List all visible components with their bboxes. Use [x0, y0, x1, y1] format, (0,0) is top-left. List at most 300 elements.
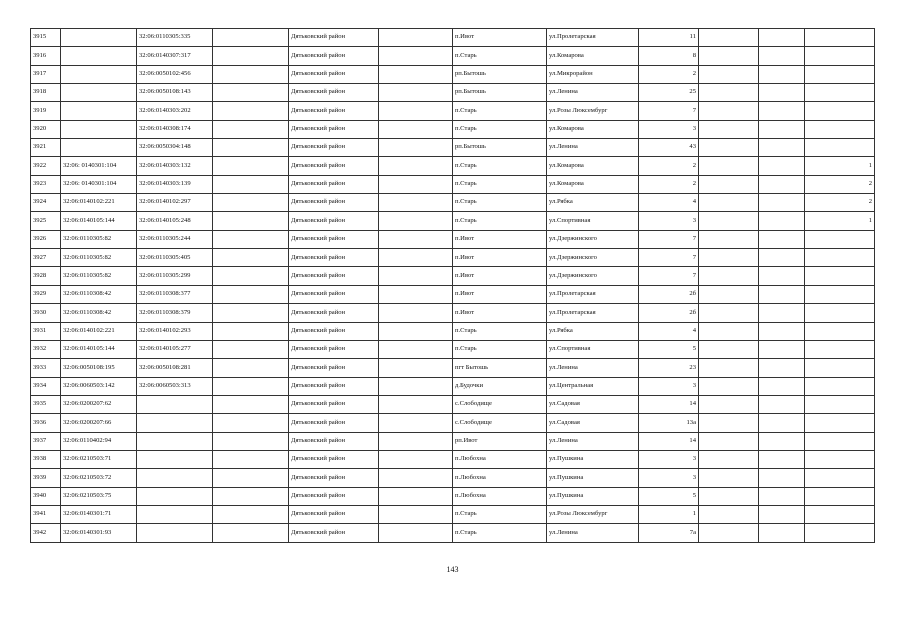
extra-cell	[699, 230, 759, 248]
extra-cell	[699, 267, 759, 285]
empty-cell	[379, 212, 453, 230]
table-row	[31, 505, 875, 523]
house-number-cell: 14	[639, 395, 699, 413]
house-number-cell: 1	[639, 505, 699, 523]
extra-number-cell	[213, 102, 289, 120]
extra-cell	[699, 395, 759, 413]
row-number-cell: 3925	[31, 212, 61, 230]
row-number-cell: 3918	[31, 84, 61, 102]
empty-cell	[379, 450, 453, 468]
house-number-cell: 7	[639, 249, 699, 267]
apartment-number-cell	[805, 524, 875, 542]
district-cell: Дятьковский район	[289, 359, 379, 377]
street-cell: ул.Рябка	[547, 322, 639, 340]
extra-number-cell	[213, 84, 289, 102]
settlement-cell: п.Старь	[453, 212, 547, 230]
cadastral-number-cell: 32:06:0050102:456	[137, 65, 213, 83]
extra-number-cell	[213, 249, 289, 267]
row-number-cell: 3928	[31, 267, 61, 285]
cadastral-number-cell	[137, 395, 213, 413]
extra-cell	[699, 450, 759, 468]
street-cell: ул.Пролетарская	[547, 285, 639, 303]
street-cell: ул.Пролетарская	[547, 304, 639, 322]
house-number-cell: 13а	[639, 414, 699, 432]
apartment-number-cell	[805, 450, 875, 468]
apartment-number-cell	[805, 340, 875, 358]
house-number-cell: 2б	[639, 285, 699, 303]
settlement-cell: п.Ивот	[453, 230, 547, 248]
table-row	[31, 487, 875, 505]
row-number-cell: 3940	[31, 487, 61, 505]
house-number-cell: 25	[639, 84, 699, 102]
extra-cell	[699, 157, 759, 175]
cadastral-number-cell	[137, 505, 213, 523]
extra-cell	[759, 29, 805, 47]
row-number-cell: 3916	[31, 47, 61, 65]
extra-number-cell	[213, 359, 289, 377]
extra-cell	[759, 157, 805, 175]
settlement-cell: п.Ивот	[453, 267, 547, 285]
apartment-number-cell	[805, 469, 875, 487]
cadastral-number-cell: 32:06:0050108:281	[137, 359, 213, 377]
table-row	[31, 175, 875, 193]
table-row	[31, 414, 875, 432]
apartment-number-cell	[805, 120, 875, 138]
street-cell: ул.Садовая	[547, 395, 639, 413]
cadastral-number-cell: 32:06:0140102:293	[137, 322, 213, 340]
row-number-cell: 3922	[31, 157, 61, 175]
settlement-cell: рп.Бытошь	[453, 84, 547, 102]
old-cadastral-number-cell: 32:06:0200207:66	[61, 414, 137, 432]
house-number-cell: 43	[639, 139, 699, 157]
table-row	[31, 340, 875, 358]
old-cadastral-number-cell: 32:06:0110305:82	[61, 249, 137, 267]
settlement-cell: п.Старь	[453, 505, 547, 523]
extra-cell	[759, 505, 805, 523]
old-cadastral-number-cell	[61, 120, 137, 138]
empty-cell	[379, 377, 453, 395]
cadastral-number-cell: 32:06:0110305:335	[137, 29, 213, 47]
house-number-cell: 8	[639, 47, 699, 65]
cadastral-number-cell: 32:06:0110308:377	[137, 285, 213, 303]
row-number-cell: 3930	[31, 304, 61, 322]
extra-number-cell	[213, 340, 289, 358]
street-cell: ул.Пушкина	[547, 450, 639, 468]
row-number-cell: 3919	[31, 102, 61, 120]
empty-cell	[379, 120, 453, 138]
extra-cell	[699, 432, 759, 450]
extra-number-cell	[213, 505, 289, 523]
old-cadastral-number-cell: 32:06:0110402:94	[61, 432, 137, 450]
cadastral-number-cell: 32:06:0140303:139	[137, 175, 213, 193]
row-number-cell: 3921	[31, 139, 61, 157]
empty-cell	[379, 84, 453, 102]
row-number-cell: 3929	[31, 285, 61, 303]
old-cadastral-number-cell: 32:06:0140102:221	[61, 194, 137, 212]
old-cadastral-number-cell: 32:06:0140105:144	[61, 340, 137, 358]
house-number-cell: 23	[639, 359, 699, 377]
extra-cell	[759, 65, 805, 83]
apartment-number-cell	[805, 322, 875, 340]
apartment-number-cell	[805, 377, 875, 395]
extra-cell	[699, 469, 759, 487]
old-cadastral-number-cell: 32:06:0210503:71	[61, 450, 137, 468]
extra-cell	[699, 304, 759, 322]
table-row	[31, 285, 875, 303]
cadastral-number-cell: 32:06:0110308:379	[137, 304, 213, 322]
row-number-cell: 3933	[31, 359, 61, 377]
settlement-cell: д.Будочки	[453, 377, 547, 395]
table-row	[31, 65, 875, 83]
district-cell: Дятьковский район	[289, 157, 379, 175]
old-cadastral-number-cell: 32:06:0110305:82	[61, 267, 137, 285]
extra-cell	[759, 340, 805, 358]
extra-cell	[699, 505, 759, 523]
house-number-cell: 7	[639, 230, 699, 248]
apartment-number-cell	[805, 432, 875, 450]
district-cell: Дятьковский район	[289, 395, 379, 413]
settlement-cell: п.Старь	[453, 120, 547, 138]
old-cadastral-number-cell: 32:06:0110305:82	[61, 230, 137, 248]
empty-cell	[379, 194, 453, 212]
empty-cell	[379, 175, 453, 193]
table-row	[31, 322, 875, 340]
district-cell: Дятьковский район	[289, 139, 379, 157]
house-number-cell: 7	[639, 102, 699, 120]
extra-cell	[759, 395, 805, 413]
settlement-cell: п.Ивот	[453, 249, 547, 267]
table-row	[31, 84, 875, 102]
table-row	[31, 359, 875, 377]
extra-number-cell	[213, 194, 289, 212]
district-cell: Дятьковский район	[289, 102, 379, 120]
district-cell: Дятьковский район	[289, 65, 379, 83]
house-number-cell: 3	[639, 120, 699, 138]
house-number-cell: 14	[639, 432, 699, 450]
table-row	[31, 432, 875, 450]
district-cell: Дятьковский район	[289, 212, 379, 230]
extra-cell	[759, 304, 805, 322]
extra-cell	[699, 212, 759, 230]
old-cadastral-number-cell	[61, 47, 137, 65]
street-cell: ул.Комарова	[547, 120, 639, 138]
extra-cell	[699, 414, 759, 432]
old-cadastral-number-cell: 32:06:0140105:144	[61, 212, 137, 230]
empty-cell	[379, 524, 453, 542]
extra-number-cell	[213, 395, 289, 413]
apartment-number-cell	[805, 285, 875, 303]
table-row	[31, 469, 875, 487]
district-cell: Дятьковский район	[289, 175, 379, 193]
house-number-cell: 3	[639, 450, 699, 468]
old-cadastral-number-cell	[61, 139, 137, 157]
house-number-cell: 7а	[639, 524, 699, 542]
old-cadastral-number-cell	[61, 84, 137, 102]
extra-number-cell	[213, 157, 289, 175]
district-cell: Дятьковский район	[289, 340, 379, 358]
district-cell: Дятьковский район	[289, 524, 379, 542]
district-cell: Дятьковский район	[289, 29, 379, 47]
page-number: 143	[446, 565, 459, 574]
old-cadastral-number-cell: 32:06: 0140301:104	[61, 175, 137, 193]
old-cadastral-number-cell: 32:06:0060503:142	[61, 377, 137, 395]
settlement-cell: п.Старь	[453, 322, 547, 340]
extra-cell	[759, 175, 805, 193]
extra-number-cell	[213, 175, 289, 193]
row-number-cell: 3917	[31, 65, 61, 83]
table-row	[31, 377, 875, 395]
row-number-cell: 3927	[31, 249, 61, 267]
cadastral-number-cell: 32:06:0110305:299	[137, 267, 213, 285]
old-cadastral-number-cell: 32:06:0200207:62	[61, 395, 137, 413]
extra-number-cell	[213, 230, 289, 248]
old-cadastral-number-cell: 32:06:0140301:71	[61, 505, 137, 523]
extra-number-cell	[213, 377, 289, 395]
extra-number-cell	[213, 267, 289, 285]
register-table	[30, 28, 875, 543]
apartment-number-cell	[805, 230, 875, 248]
cadastral-number-cell	[137, 524, 213, 542]
row-number-cell: 3942	[31, 524, 61, 542]
settlement-cell: п.Любохна	[453, 487, 547, 505]
extra-cell	[699, 65, 759, 83]
extra-cell	[699, 359, 759, 377]
extra-cell	[759, 84, 805, 102]
street-cell: ул.Ленина	[547, 432, 639, 450]
table-row	[31, 524, 875, 542]
street-cell: ул.Комарова	[547, 175, 639, 193]
extra-number-cell	[213, 65, 289, 83]
district-cell: Дятьковский район	[289, 487, 379, 505]
cadastral-number-cell: 32:06:0140303:202	[137, 102, 213, 120]
settlement-cell: с.Слободище	[453, 395, 547, 413]
extra-cell	[759, 249, 805, 267]
cadastral-number-cell: 32:06:0110305:244	[137, 230, 213, 248]
extra-cell	[759, 194, 805, 212]
extra-cell	[699, 322, 759, 340]
table-row	[31, 267, 875, 285]
extra-number-cell	[213, 414, 289, 432]
table-row	[31, 450, 875, 468]
table-row	[31, 29, 875, 47]
extra-number-cell	[213, 139, 289, 157]
cadastral-number-cell: 32:06:0050304:148	[137, 139, 213, 157]
extra-cell	[699, 377, 759, 395]
house-number-cell: 4	[639, 322, 699, 340]
street-cell: ул.Ленина	[547, 359, 639, 377]
old-cadastral-number-cell	[61, 102, 137, 120]
settlement-cell: п.Ивот	[453, 29, 547, 47]
extra-cell	[699, 194, 759, 212]
settlement-cell: рп.Бытошь	[453, 65, 547, 83]
table-row	[31, 120, 875, 138]
street-cell: ул.Розы Люксембург	[547, 102, 639, 120]
empty-cell	[379, 285, 453, 303]
district-cell: Дятьковский район	[289, 194, 379, 212]
old-cadastral-number-cell	[61, 29, 137, 47]
settlement-cell: п.Любохна	[453, 469, 547, 487]
settlement-cell: п.Ивот	[453, 285, 547, 303]
apartment-number-cell: 2	[805, 175, 875, 193]
street-cell: ул.Микрорайон	[547, 65, 639, 83]
settlement-cell: рп.Ивот	[453, 432, 547, 450]
row-number-cell: 3932	[31, 340, 61, 358]
extra-cell	[759, 285, 805, 303]
cadastral-number-cell: 32:06:0140308:174	[137, 120, 213, 138]
street-cell: ул.Пушкина	[547, 469, 639, 487]
house-number-cell: 2	[639, 65, 699, 83]
old-cadastral-number-cell: 32:06:0110308:42	[61, 285, 137, 303]
district-cell: Дятьковский район	[289, 285, 379, 303]
house-number-cell: 11	[639, 29, 699, 47]
extra-cell	[699, 340, 759, 358]
apartment-number-cell	[805, 414, 875, 432]
extra-cell	[699, 487, 759, 505]
apartment-number-cell	[805, 249, 875, 267]
table-row	[31, 47, 875, 65]
extra-cell	[759, 432, 805, 450]
row-number-cell: 3931	[31, 322, 61, 340]
apartment-number-cell	[805, 505, 875, 523]
street-cell: ул.Пушкина	[547, 487, 639, 505]
extra-number-cell	[213, 524, 289, 542]
house-number-cell: 5	[639, 340, 699, 358]
extra-number-cell	[213, 469, 289, 487]
extra-number-cell	[213, 304, 289, 322]
extra-number-cell	[213, 322, 289, 340]
empty-cell	[379, 487, 453, 505]
street-cell: ул.Ленина	[547, 84, 639, 102]
table-body	[31, 29, 875, 543]
house-number-cell: 2б	[639, 304, 699, 322]
row-number-cell: 3923	[31, 175, 61, 193]
extra-number-cell	[213, 29, 289, 47]
row-number-cell: 3939	[31, 469, 61, 487]
extra-cell	[759, 47, 805, 65]
settlement-cell: п.Старь	[453, 47, 547, 65]
empty-cell	[379, 102, 453, 120]
settlement-cell: п.Старь	[453, 175, 547, 193]
apartment-number-cell	[805, 29, 875, 47]
old-cadastral-number-cell: 32:06:0140102:221	[61, 322, 137, 340]
district-cell: Дятьковский район	[289, 249, 379, 267]
extra-cell	[699, 84, 759, 102]
district-cell: Дятьковский район	[289, 505, 379, 523]
extra-cell	[759, 230, 805, 248]
extra-cell	[699, 139, 759, 157]
extra-cell	[699, 102, 759, 120]
table-row	[31, 139, 875, 157]
empty-cell	[379, 65, 453, 83]
house-number-cell: 2	[639, 157, 699, 175]
cadastral-number-cell	[137, 450, 213, 468]
empty-cell	[379, 414, 453, 432]
extra-cell	[759, 487, 805, 505]
extra-cell	[759, 469, 805, 487]
cadastral-number-cell	[137, 487, 213, 505]
empty-cell	[379, 267, 453, 285]
old-cadastral-number-cell	[61, 65, 137, 83]
street-cell: ул.Дзержинского	[547, 230, 639, 248]
settlement-cell: рп.Бытошь	[453, 139, 547, 157]
district-cell: Дятьковский район	[289, 84, 379, 102]
apartment-number-cell	[805, 487, 875, 505]
district-cell: Дятьковский район	[289, 414, 379, 432]
extra-cell	[759, 212, 805, 230]
street-cell: ул.Комарова	[547, 47, 639, 65]
street-cell: ул.Пролетарская	[547, 29, 639, 47]
extra-cell	[699, 285, 759, 303]
extra-cell	[759, 414, 805, 432]
empty-cell	[379, 139, 453, 157]
district-cell: Дятьковский район	[289, 304, 379, 322]
apartment-number-cell: 2	[805, 194, 875, 212]
street-cell: ул.Ленина	[547, 139, 639, 157]
cadastral-number-cell: 32:06:0060503:313	[137, 377, 213, 395]
empty-cell	[379, 469, 453, 487]
extra-cell	[759, 359, 805, 377]
empty-cell	[379, 432, 453, 450]
empty-cell	[379, 47, 453, 65]
table-row	[31, 194, 875, 212]
extra-cell	[759, 450, 805, 468]
extra-number-cell	[213, 212, 289, 230]
apartment-number-cell	[805, 47, 875, 65]
extra-number-cell	[213, 285, 289, 303]
cadastral-number-cell	[137, 432, 213, 450]
cadastral-number-cell	[137, 414, 213, 432]
house-number-cell: 3	[639, 212, 699, 230]
extra-number-cell	[213, 432, 289, 450]
empty-cell	[379, 359, 453, 377]
table-row	[31, 304, 875, 322]
settlement-cell: п.Старь	[453, 194, 547, 212]
house-number-cell: 2	[639, 175, 699, 193]
settlement-cell: пгт Бытошь	[453, 359, 547, 377]
extra-cell	[759, 120, 805, 138]
settlement-cell: п.Ивот	[453, 304, 547, 322]
apartment-number-cell	[805, 359, 875, 377]
extra-cell	[699, 47, 759, 65]
apartment-number-cell	[805, 304, 875, 322]
settlement-cell: п.Старь	[453, 340, 547, 358]
settlement-cell: п.Старь	[453, 102, 547, 120]
apartment-number-cell: 1	[805, 212, 875, 230]
street-cell: ул.Рябка	[547, 194, 639, 212]
district-cell: Дятьковский район	[289, 469, 379, 487]
district-cell: Дятьковский район	[289, 450, 379, 468]
district-cell: Дятьковский район	[289, 267, 379, 285]
table-row	[31, 212, 875, 230]
settlement-cell: п.Любохна	[453, 450, 547, 468]
empty-cell	[379, 29, 453, 47]
row-number-cell: 3920	[31, 120, 61, 138]
cadastral-number-cell: 32:06:0140105:248	[137, 212, 213, 230]
old-cadastral-number-cell: 32:06:0140301:93	[61, 524, 137, 542]
cadastral-number-cell: 32:06:0050108:143	[137, 84, 213, 102]
table-row	[31, 102, 875, 120]
extra-number-cell	[213, 450, 289, 468]
settlement-cell: с.Слободище	[453, 414, 547, 432]
extra-cell	[699, 524, 759, 542]
cadastral-number-cell: 32:06:0110305:405	[137, 249, 213, 267]
street-cell: ул.Спортивная	[547, 212, 639, 230]
empty-cell	[379, 395, 453, 413]
extra-cell	[699, 29, 759, 47]
district-cell: Дятьковский район	[289, 432, 379, 450]
extra-number-cell	[213, 487, 289, 505]
apartment-number-cell	[805, 102, 875, 120]
